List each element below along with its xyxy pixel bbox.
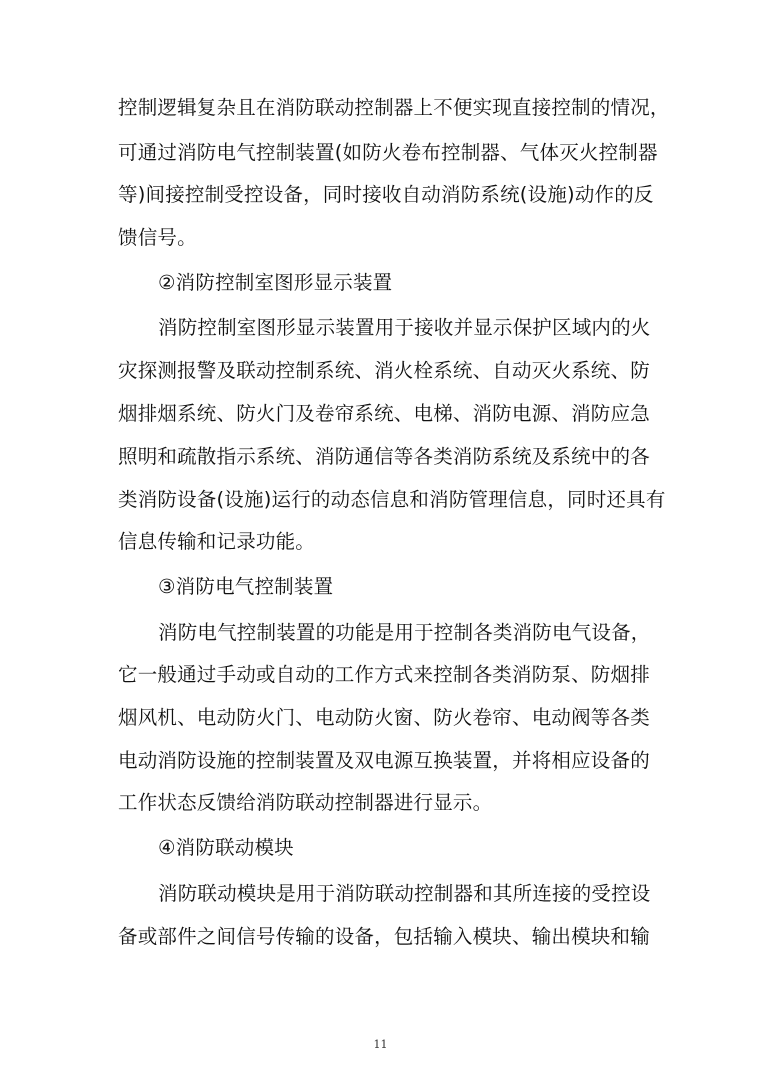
- body-text-line: 消防电气控制装置的功能是用于控制各类消防电气设备，: [158, 621, 651, 644]
- section-heading: ③消防电气控制装置: [158, 575, 334, 598]
- body-text-line: 等)间接控制受控设备，同时接收自动消防系统(设施)动作的反: [118, 183, 654, 206]
- body-text-line: 信息传输和记录功能。: [118, 530, 316, 553]
- body-text-line: 消防联动模块是用于消防联动控制器和其所连接的受控设: [158, 882, 651, 905]
- body-text-line: 烟排烟系统、防火门及卷帘系统、电梯、消防电源、消防应急: [118, 402, 650, 425]
- section-heading: ②消防控制室图形显示装置: [158, 271, 393, 294]
- page-number: 11: [373, 1038, 388, 1051]
- section-heading: ④消防联动模块: [158, 836, 294, 859]
- body-text-line: 工作状态反馈给消防联动控制器进行显示。: [118, 791, 493, 814]
- body-text-line: 馈信号。: [118, 226, 197, 249]
- body-text-line: 烟风机、电动防火门、电动防火窗、防火卷帘、电动阀等各类: [118, 706, 650, 729]
- body-text-line: 它一般通过手动或自动的工作方式来控制各类消防泵、防烟排: [118, 663, 650, 686]
- body-text-line: 备或部件之间信号传输的设备，包括输入模块、输出模块和输: [118, 925, 650, 948]
- body-text-line: 照明和疏散指示系统、消防通信等各类消防系统及系统中的各: [118, 445, 650, 468]
- body-text-line: 灾探测报警及联动控制系统、消火栓系统、自动灭火系统、防: [118, 359, 650, 382]
- body-text-line: 消防控制室图形显示装置用于接收并显示保护区域内的火: [158, 316, 651, 339]
- body-text-line: 电动消防设施的控制装置及双电源互换装置，并将相应设备的: [118, 749, 650, 772]
- body-text-line: 类消防设备(设施)运行的动态信息和消防管理信息，同时还具有: [118, 488, 666, 511]
- body-text-line: 可通过消防电气控制装置(如防火卷布控制器、气体灭火控制器: [118, 141, 658, 164]
- body-text-line: 控制逻辑复杂且在消防联动控制器上不便实现直接控制的情况，: [118, 96, 670, 119]
